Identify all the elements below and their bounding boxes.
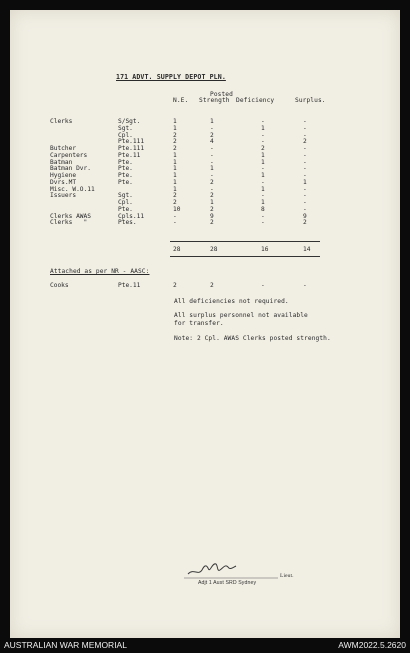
row-rank: Pte.	[118, 158, 133, 166]
row-posted: 2	[210, 205, 214, 213]
row-rank: Pte.111	[118, 138, 145, 146]
attached-posted: 2	[210, 282, 214, 289]
row-name: Dvrs.MT	[50, 178, 77, 186]
totals-row	[10, 246, 400, 255]
row-posted: -	[210, 172, 214, 179]
row-name: Misc. W.O.11	[50, 185, 95, 193]
row-ne: 2	[173, 145, 177, 152]
row-posted: -	[210, 145, 214, 152]
row-deficiency: -	[261, 219, 265, 227]
row-surplus: -	[303, 124, 307, 132]
row-rank: Cpls.11	[118, 212, 145, 220]
row-posted: 1	[210, 118, 214, 125]
row-posted: 1	[210, 165, 214, 173]
total-ne: 28	[173, 246, 181, 253]
row-rank: Sgt.	[118, 124, 133, 132]
row-ne: 1	[173, 151, 177, 159]
row-surplus: -	[303, 165, 307, 173]
header-ne: N.E.	[173, 97, 189, 104]
signature-block	[170, 558, 310, 588]
row-deficiency: 8	[261, 205, 265, 213]
row-posted: 9	[210, 212, 214, 220]
row-surplus: -	[303, 151, 307, 159]
row-surplus: -	[303, 145, 307, 152]
row-posted: 2	[210, 131, 214, 139]
row-surplus: -	[303, 205, 307, 213]
attached-sur: -	[303, 282, 307, 289]
row-posted: 2	[210, 178, 214, 186]
document-title: 171 ADVT. SUPPLY DEPOT PLN.	[116, 73, 226, 81]
row-ne: 2	[173, 131, 177, 139]
row-deficiency: 1	[261, 151, 265, 159]
row-surplus: 2	[303, 138, 307, 146]
row-deficiency: 1	[261, 124, 265, 132]
row-deficiency: -	[261, 178, 265, 186]
row-surplus: 9	[303, 212, 307, 220]
note-deficiencies: All deficiencies not required.	[174, 298, 289, 305]
row-deficiency: 1	[261, 172, 265, 179]
row-ne: 2	[173, 192, 177, 200]
row-surplus: -	[303, 131, 307, 139]
row-ne: 1	[173, 124, 177, 132]
row-surplus: 2	[303, 219, 307, 227]
row-name: Clerks AWAS	[50, 212, 91, 220]
row-posted: -	[210, 124, 214, 132]
row-name: Clerks "	[50, 219, 88, 227]
row-deficiency: -	[261, 192, 265, 200]
signature-lieut: Lieut.	[280, 573, 294, 579]
row-ne: 1	[173, 178, 177, 186]
row-ne: 2	[173, 138, 177, 146]
row-ne: -	[173, 219, 177, 227]
row-rank: Pte.	[118, 178, 133, 186]
row-ne: 1	[173, 185, 177, 193]
row-rank: Pte.	[118, 205, 133, 213]
row-posted: 2	[210, 219, 214, 227]
table-row	[10, 219, 400, 228]
row-deficiency: -	[261, 118, 265, 125]
header-deficiency: Deficiency	[236, 97, 275, 104]
row-name: Hygiene	[50, 172, 77, 179]
row-ne: 1	[173, 118, 177, 125]
row-rank: Pte.11	[118, 151, 141, 159]
header-strength: Strength	[199, 97, 230, 104]
attached-row	[10, 282, 400, 291]
row-name: Carpenters	[50, 151, 88, 159]
row-rank: Sgt.	[118, 192, 133, 200]
row-name: Batman Dvr.	[50, 165, 91, 173]
row-ne: 1	[173, 158, 177, 166]
row-surplus: -	[303, 199, 307, 206]
row-surplus: -	[303, 118, 307, 125]
row-name: Clerks	[50, 118, 73, 125]
row-posted: -	[210, 185, 214, 193]
row-deficiency: 1	[261, 158, 265, 166]
row-surplus: -	[303, 185, 307, 193]
row-posted: 1	[210, 199, 214, 206]
row-ne: 1	[173, 172, 177, 179]
row-name: Butcher	[50, 145, 77, 152]
row-rank: Pte.111	[118, 145, 145, 152]
row-ne: 1	[173, 165, 177, 173]
row-rank: Cpl.	[118, 131, 133, 139]
row-ne: 2	[173, 199, 177, 206]
total-surplus: 14	[303, 246, 311, 253]
note-surplus-line2: for transfer.	[174, 320, 224, 327]
row-posted: -	[210, 158, 214, 166]
row-deficiency: -	[261, 165, 265, 173]
attached-name: Cooks	[50, 282, 69, 289]
row-rank: Cpl.	[118, 199, 133, 206]
row-ne: -	[173, 212, 177, 220]
row-rank: Pte.	[118, 172, 133, 179]
row-deficiency: 2	[261, 145, 265, 152]
row-ne: 10	[173, 205, 181, 213]
footer-institution: AUSTRALIAN WAR MEMORIAL	[4, 640, 127, 650]
row-surplus: -	[303, 172, 307, 179]
note-surplus-line1: All surplus personnel not available	[174, 312, 308, 319]
row-surplus: -	[303, 158, 307, 166]
row-surplus: 1	[303, 178, 307, 186]
attached-rank: Pte.11	[118, 282, 141, 289]
attached-def: -	[261, 282, 265, 289]
footer-accession: AWM2022.5.2620	[338, 640, 406, 650]
row-name: Issuers	[50, 192, 77, 200]
row-deficiency: 1	[261, 199, 265, 206]
document-page	[10, 10, 400, 638]
row-rank: Pte.	[118, 165, 133, 173]
row-surplus: -	[303, 192, 307, 200]
row-deficiency: -	[261, 138, 265, 146]
row-posted: 4	[210, 138, 214, 146]
signature-stamp: Adjt 1 Aust SRD Sydney	[198, 580, 257, 586]
attached-ne: 2	[173, 282, 177, 289]
row-rank: Ptes.	[118, 219, 137, 227]
row-deficiency: -	[261, 212, 265, 220]
row-deficiency: 1	[261, 185, 265, 193]
header-posted: Posted	[210, 91, 233, 98]
totals-rule-top	[170, 241, 320, 242]
total-posted: 28	[210, 246, 218, 253]
total-deficiency: 16	[261, 246, 269, 253]
note-awas: Note: 2 Cpl. AWAS Clerks posted strength.	[174, 335, 331, 342]
row-posted: 2	[210, 192, 214, 200]
attached-heading: Attached as per NR - AASC:	[50, 268, 150, 275]
header-surplus: Surplus.	[295, 97, 326, 104]
row-rank: S/Sgt.	[118, 118, 141, 125]
row-deficiency: -	[261, 131, 265, 139]
totals-rule-bottom	[170, 256, 320, 257]
row-name: Batman	[50, 158, 73, 166]
row-posted: -	[210, 151, 214, 159]
